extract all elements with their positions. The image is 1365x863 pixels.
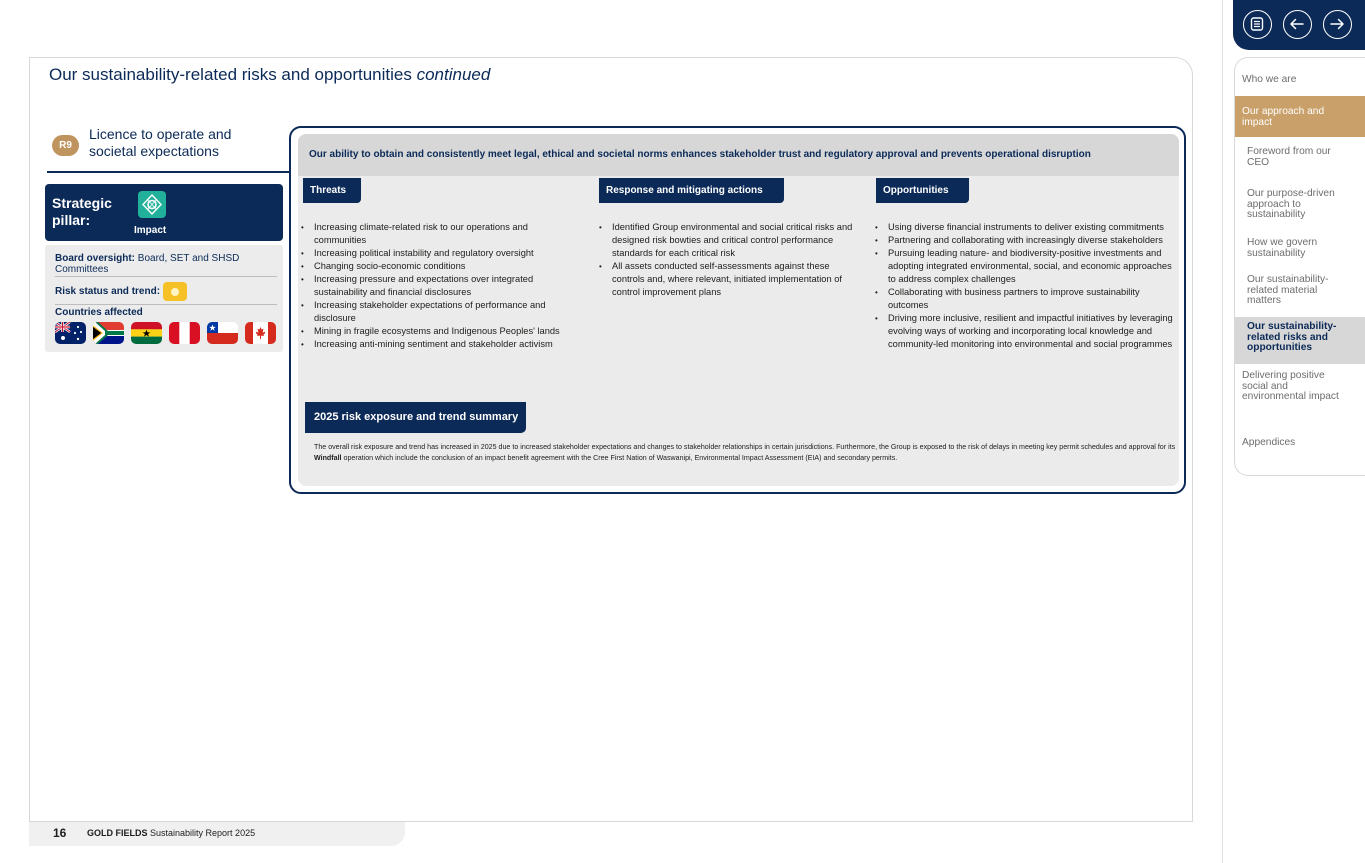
risk-statement-banner: Our ability to obtain and consistently meet legal, ethical and societal norms enhances stakeholder trust and regulatory approval and prevents operational disruption	[298, 134, 1179, 176]
arrow-right-icon[interactable]	[1323, 10, 1352, 39]
page-footer	[29, 822, 405, 846]
nav-item-purpose-driven[interactable]: Our purpose-driven approach to sustainability	[1247, 188, 1335, 220]
pillar-label-line1: Strategic	[52, 195, 112, 211]
canada-flag-icon	[245, 322, 276, 344]
risk-title-line2: societal expectations	[89, 143, 219, 159]
pillar-label-line2: pillar:	[52, 212, 91, 228]
page-number: 16	[53, 826, 67, 840]
australia-flag-icon	[55, 322, 86, 344]
nav-item-who-we-are[interactable]: Who we are	[1242, 74, 1297, 85]
response-heading: Response and mitigating actions	[599, 178, 784, 203]
board-oversight-value: Board, SET and SHSD	[137, 253, 240, 264]
countries-affected	[55, 307, 277, 318]
footer-report: Sustainability Report 2025	[150, 828, 256, 838]
page-title: Our sustainability-related risks and opportunities continued	[49, 65, 491, 84]
nav-item-delivering-impact[interactable]: Delivering positive social and environmental impact	[1242, 370, 1339, 402]
risk-title	[89, 126, 231, 160]
nav-divider	[1222, 0, 1223, 863]
risk-detail-content	[298, 134, 1179, 486]
list-item: • Driving more inclusive, resilient and impactful initiatives by leveraging evolving ways of working and incorporating local knowledge and community-led monitoring into environmental and social programmes	[874, 312, 1174, 351]
chile-flag-icon	[207, 322, 238, 344]
risk-status-label: Risk status and trend:	[55, 286, 161, 298]
opportunities-list	[874, 221, 1174, 351]
list-item: • Mining in fragile ecosystems and Indigenous Peoples' lands	[300, 325, 572, 338]
opportunities-heading: Opportunities	[876, 178, 969, 203]
risk-divider	[47, 171, 289, 173]
summary-text-part: operation which include the conclusion of an impact benefit agreement with the Cree First Nation of Waswanipi, Environmental Impact Assessment (EIA) and secondary permits.	[341, 453, 898, 462]
contents-icon[interactable]	[1243, 10, 1272, 39]
risk-status	[55, 282, 277, 301]
info-divider	[55, 304, 277, 305]
list-item: • Using diverse financial instruments to deliver existing commitments	[874, 221, 1174, 234]
nav-item-how-we-govern[interactable]: How we govern sustainability	[1247, 237, 1318, 259]
response-list	[598, 221, 860, 299]
summary-text	[314, 442, 1176, 463]
section-navigation	[1234, 57, 1365, 476]
summary-text-bold: Windfall	[314, 453, 342, 462]
list-item: • Increasing political instability and regulatory oversight	[300, 247, 572, 260]
south-africa-flag-icon	[93, 322, 124, 344]
threats-list	[300, 221, 572, 351]
list-item: • Increasing climate-related risk to our operations and communities	[300, 221, 572, 247]
threats-heading: Threats	[303, 178, 361, 203]
nav-item-appendices[interactable]: Appendices	[1242, 437, 1296, 448]
strategic-pillar-label	[52, 195, 122, 229]
countries-label: Countries affected	[55, 307, 143, 318]
risk-info-box	[45, 245, 283, 352]
risk-title-line1: Licence to operate and	[89, 126, 232, 142]
list-item: • Increasing pressure and expectations over integrated sustainability and financial disclosures	[300, 273, 572, 299]
info-divider	[55, 276, 277, 277]
peru-flag-icon	[169, 322, 200, 344]
risk-heading	[52, 126, 277, 171]
list-item: • Collaborating with business partners to improve sustainability outcomes	[874, 286, 1174, 312]
list-item: • Pursuing leading nature- and biodiversity-positive investments and adopting integrated environmental, social, and economic approaches to address complex challenges	[874, 247, 1174, 286]
board-oversight-label: Board oversight:	[55, 253, 136, 264]
arrow-left-icon[interactable]	[1283, 10, 1312, 39]
risk-detail-panel	[289, 126, 1186, 494]
strategic-pillar-box	[45, 184, 283, 241]
nav-item-risks-opportunities[interactable]: Our sustainability-related risks and opportunities	[1247, 321, 1337, 353]
impact-icon	[138, 191, 166, 218]
nav-item-our-approach[interactable]: Our approach and impact	[1242, 106, 1325, 128]
list-item: • Increasing stakeholder expectations of performance and disclosure	[300, 299, 572, 325]
summary-text-part: The overall risk exposure and trend has increased in 2025 due to increased stakeholder expectations and changes to stakeholder relationships in certain jurisdictions. Furthermore, the Group is exposed to the risk of delays in meeting key permit schedules and approval for its	[314, 443, 1176, 451]
risk-status-indicator	[163, 282, 187, 301]
board-oversight-value-cont: Committees	[55, 264, 109, 275]
footer-brand: GOLD FIELDS	[87, 828, 148, 838]
board-oversight	[55, 253, 277, 275]
list-item: • Increasing anti-mining sentiment and stakeholder activism	[300, 338, 572, 351]
nav-toolbar	[1233, 0, 1365, 50]
nav-item-foreword[interactable]: Foreword from our CEO	[1247, 146, 1331, 168]
summary-heading: 2025 risk exposure and trend summary	[305, 402, 526, 433]
list-item: • All assets conducted self-assessments against these controls and, where relevant, initiated implementation of control improvement plans	[598, 260, 860, 299]
list-item: • Changing socio-economic conditions	[300, 260, 572, 273]
ghana-flag-icon	[131, 322, 162, 344]
risk-code-badge: R9	[52, 135, 79, 156]
footer-report-title	[87, 828, 255, 838]
nav-item-material-matters[interactable]: Our sustainability-related material matters	[1247, 274, 1329, 306]
page-title-suffix: continued	[416, 65, 491, 84]
list-item: • Identified Group environmental and social critical risks and designed risk bowties and critical control performance standards for each critical risk	[598, 221, 860, 260]
pillar-name: Impact	[134, 225, 167, 236]
list-item: • Partnering and collaborating with increasingly diverse stakeholders	[874, 234, 1174, 247]
